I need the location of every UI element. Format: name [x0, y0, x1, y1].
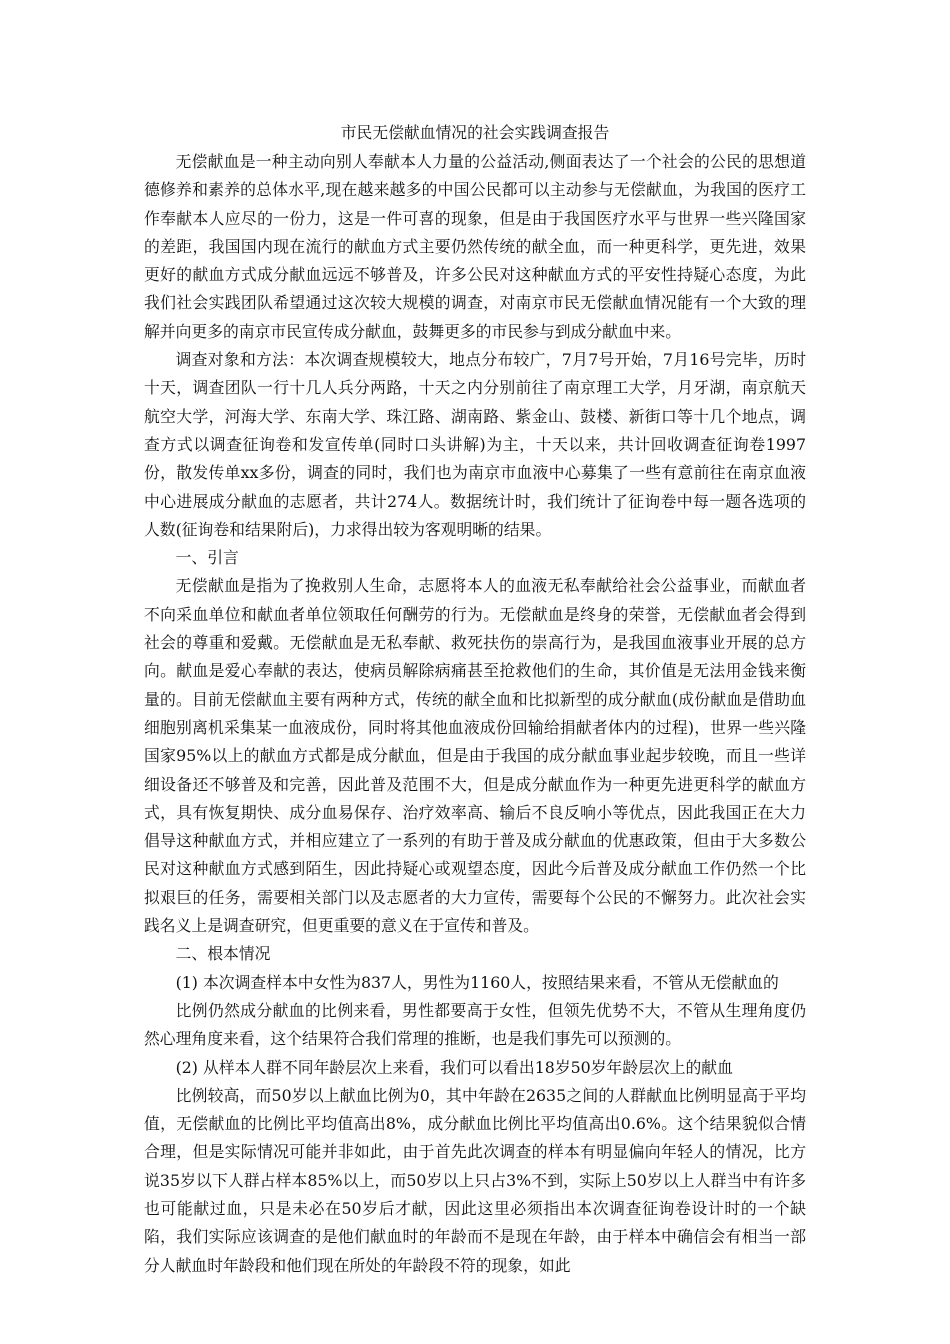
section-heading-basic-situation: 二、根本情况 [175, 944, 271, 964]
point-1-paragraph: (1) 本次调查样本中女性为837人，男性为1160人，按照结果来看，不管从无偿献血的 [175, 972, 779, 992]
point-2-paragraph: (2) 从样本人群不同年龄层次上来看，我们可以看出18岁50岁年龄层次上的献血 [175, 1057, 733, 1077]
document-page [144, 118, 806, 1280]
point-2-continuation: 比例较高，而50岁以上献血比例为0，其中年龄在2635之间的人群献血比例明显高于平均值，无偿献血的比例比平均值高出8%，成分献血比例比平均值高出0.6%。这个结果貌似合情合理，但是实际情况可能并非如此，由于首先此次调查的样本有明显偏向年轻人的情况，比方说35岁以下人群占样本85%以上，而50岁以上只占3%不到，实际上50岁以上人群当中有许多也可能献过血，只是未必在50岁后才献，因此这里必须指出本次调查征询卷设计时的一个缺陷，我们实际应该调查的是他们献血时的年龄而不是现在年龄，由于样本中确信会有相当一部分人献血时年龄段和他们现在所处的年龄段不符的现象，如此 [144, 1085, 806, 1275]
document-title: 市民无偿献血情况的社会实践调查报告 [340, 123, 610, 142]
intro-paragraph: 无偿献血是一种主动向别人奉献本人力量的公益活动,侧面表达了一个社会的公民的思想道德修养和素养的总体水平,现在越来越多的中国公民都可以主动参与无偿献血，为我国的医疗工作奉献本人应尽的一份力，这是一件可喜的现象，但是由于我国医疗水平与世界一些兴隆国家的差距，我国国内现在流行的献血方式主要仍然传统的献全血，而一种更科学，更先进，效果更好的献血方式成分献血远远不够普及，许多公民对这种献血方式的平安性持疑心态度，为此我们社会实践团队希望通过这次较大规模的调查，对南京市民无偿献血情况能有一个大致的理解并向更多的南京市民宣传成分献血，鼓舞更多的市民参与到成分献血中来。 [144, 152, 806, 341]
method-paragraph: 调查对象和方法：本次调查规模较大，地点分布较广，7月7号开始，7月16号完毕，历时十天，调查团队一行十几人兵分两路，十天之内分别前往了南京理工大学，月牙湖，南京航天航空大学，河海大学、东南大学、珠江路、湖南路、紫金山、鼓楼、新街口等十几个地点，调查方式以调查征询卷和发宣传单(同时口头讲解)为主，十天以来，共计回收调查征询卷1997份，散发传单xx多份，调查的同时，我们也为南京市血液中心募集了一些有意前往在南京血液中心进展成分献血的志愿者，共计274人。数据统计时，我们统计了征询卷中每一题各选项的人数(征询卷和结果附后)，力求得出较为客观明晰的结果。 [144, 350, 806, 539]
point-1-continuation: 比例仍然成分献血的比例来看，男性都要高于女性，但领先优势不大，不管从生理角度仍然心理角度来看，这个结果符合我们常理的推断，也是我们事先可以预测的。 [144, 1000, 806, 1049]
section-heading-introduction: 一、引言 [175, 548, 239, 568]
introduction-paragraph: 无偿献血是指为了挽救别人生命，志愿将本人的血液无私奉献给社会公益事业，而献血者不向采血单位和献血者单位领取任何酬劳的行为。无偿献血是终身的荣誉，无偿献血者会得到社会的尊重和爱戴。无偿献血是无私奉献、救死扶伤的崇高行为，是我国血液事业开展的总方向。献血是爱心奉献的表达，使病员解除病痛甚至抢救他们的生命，其价值是无法用金钱来衡量的。目前无偿献血主要有两种方式，传统的献全血和比拟新型的成分献血(成份献血是借助血细胞别离机采集某一血液成份，同时将其他血液成份回输给捐献者体内的过程)，世界一些兴隆国家95%以上的献血方式都是成分献血，但是由于我国的成分献血事业起步较晚，而且一些详细设备还不够普及和完善，因此普及范围不大，但是成分献血作为一种更先进更科学的献血方式，具有恢复期快、成分血易保存、治疗效率高、输后不良反响小等优点，因此我国正在大力倡导这种献血方式，并相应建立了一系列的有助于普及成分献血的优惠政策，但由于大多数公民对这种献血方式感到陌生，因此持疑心或观望态度，因此今后普及成分献血工作仍然一个比拟艰巨的任务，需要相关部门以及志愿者的大力宣传，需要每个公民的不懈努力。此次社会实践名义上是调查研究，但更重要的意义在于宣传和普及。 [144, 576, 806, 936]
